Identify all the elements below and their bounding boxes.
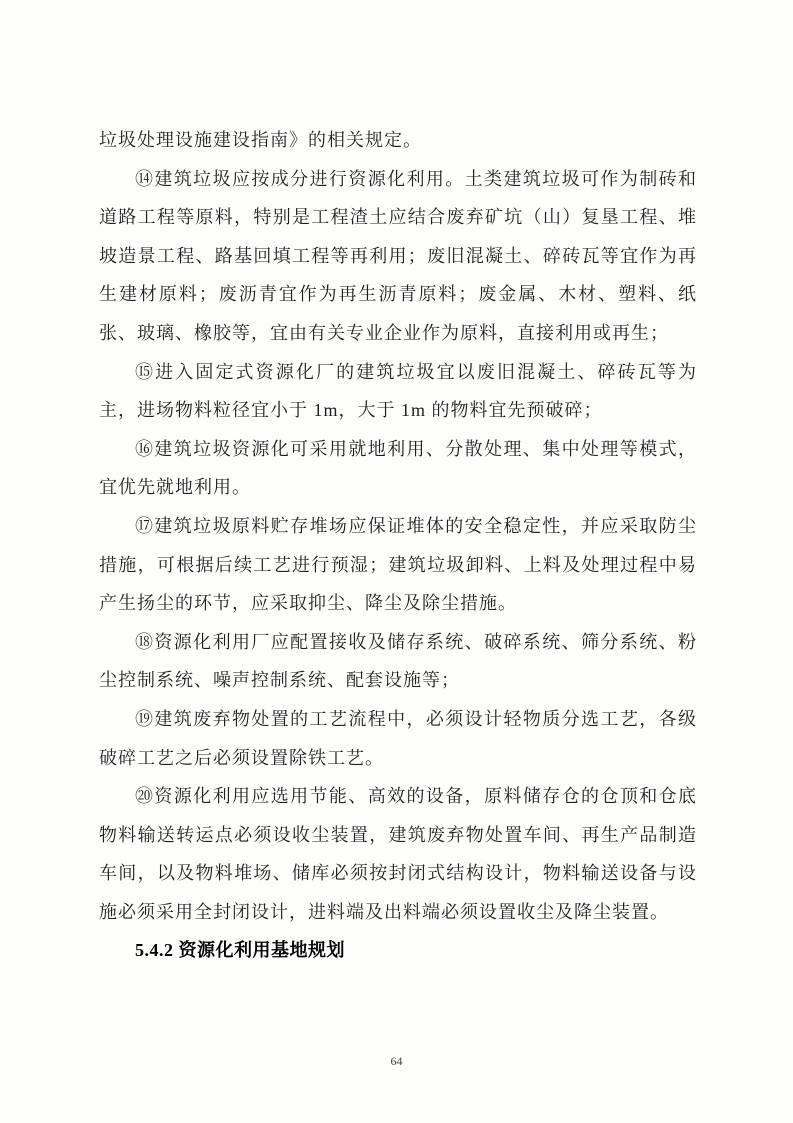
- paragraph-item-20: ⑳资源化利用应选用节能、高效的设备，原料储存仓的仓顶和仓底物料输送转运点必须设收尘装置，建筑废弃物处置车间、再生产品制造车间，以及物料堆场、储库必须按封闭式结构设计，物料输送设备与设施必须采用全封闭设计，进料端及出料端必须设置收尘及降尘装置。: [99, 786, 697, 922]
- paragraph-item-14: ⑭建筑垃圾应按成分进行资源化利用。土类建筑垃圾可作为制砖和道路工程等原料，特别是工程渣土应结合废弃矿坑（山）复垦工程、堆坡造景工程、路基回填工程等再利用；废旧混凝土、碎砖瓦等宜作为再生建材原料；废沥青宜作为再生沥青原料；废金属、木材、塑料、纸张、玻璃、橡胶等，宜由有关专业企业作为原料，直接利用或再生；: [99, 168, 697, 343]
- paragraph-item-16: ⑯建筑垃圾资源化可采用就地利用、分散处理、集中处理等模式，宜优先就地利用。: [99, 438, 697, 498]
- section-heading-5-4-2: 5.4.2 资源化利用基地规划: [135, 940, 345, 961]
- paragraph-item-17: ⑰建筑垃圾原料贮存堆场应保证堆体的安全稳定性，并应采取防尘措施，可根据后续工艺进行预湿；建筑垃圾卸料、上料及处理过程中易产生扬尘的环节，应采取抑尘、降尘及除尘措施。: [99, 515, 697, 614]
- paragraph-item-19: ⑲建筑废弃物处置的工艺流程中，必须设计轻物质分选工艺，各级破碎工艺之后必须设置除铁工艺。: [99, 708, 697, 768]
- paragraph-item-15: ⑮进入固定式资源化厂的建筑垃圾宜以废旧混凝土、碎砖瓦等为主，进场物料粒径宜小于 1m，大于 1m 的物料宜先预破碎；: [99, 361, 697, 421]
- paragraph-item-18: ⑱资源化利用厂应配置接收及储存系统、破碎系统、筛分系统、粉尘控制系统、噪声控制系统、配套设施等；: [99, 631, 697, 691]
- page-number: 64: [390, 1054, 403, 1068]
- document-body: [99, 121, 697, 970]
- paragraph-continued: 垃圾处理设施建设指南》的相关规定。: [99, 130, 422, 150]
